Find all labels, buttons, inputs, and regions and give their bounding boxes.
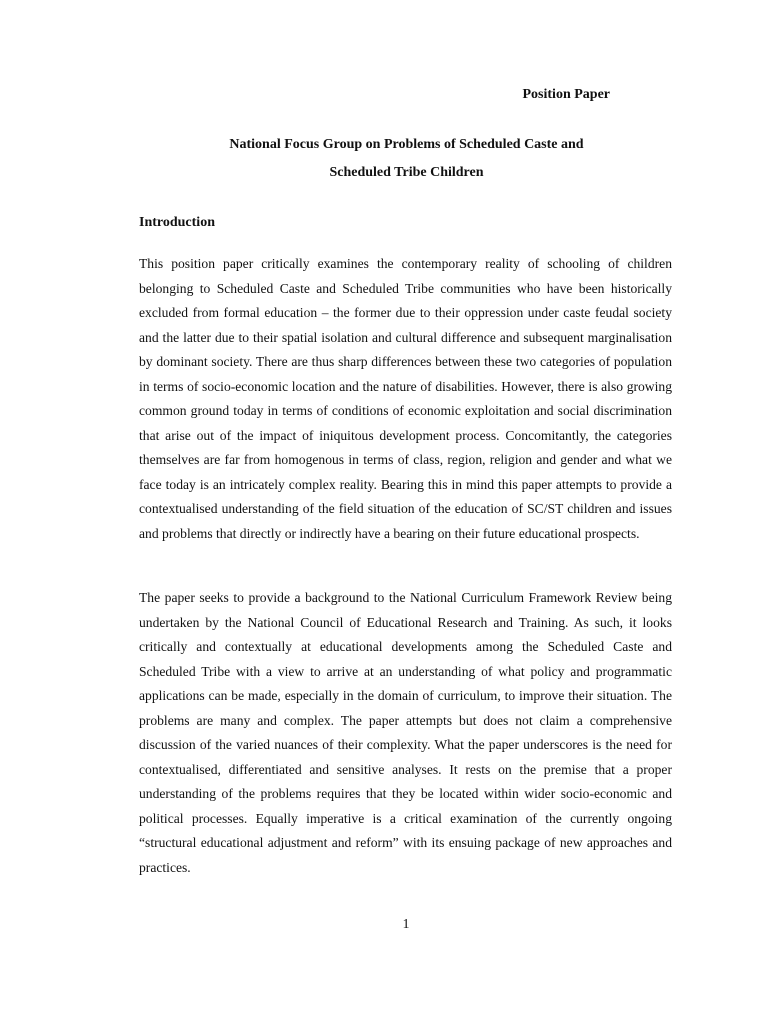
- paragraph-2: The paper seeks to provide a background to the National Curriculum Framework Review being undertaken by the National Council of Educational Research and Training. As such, it looks critically and contextually at educational developments among the Scheduled Caste and Scheduled Tribe with a view to arrive at an understanding of what policy and programmatic applications can be made, especially in the domain of curriculum, to improve their situation. The problems are many and complex. The paper attempts but does not claim a comprehensive discussion of the varied nuances of their complexity. What the paper underscores is the need for contextualised, differentiated and sensitive analyses. It rests on the premise that a proper understanding of the problems requires that they be located within wider socio-economic and political processes. Equally imperative is a critical examination of the currently ongoing “structural educational adjustment and reform” with its ensuing package of new approaches and practices.: [139, 590, 672, 875]
- document-title-line-1: National Focus Group on Problems of Scheduled Caste and: [229, 137, 584, 152]
- document-type-label: Position Paper: [522, 87, 610, 102]
- paragraph-1: This position paper critically examines the contemporary reality of schooling of children belonging to Scheduled Caste and Scheduled Tribe communities who have been historically excluded from formal education – the former due to their oppression under caste feudal society and the latter due to their spatial isolation and cultural difference and subsequent marginalisation by dominant society. There are thus sharp differences between these two categories of population in terms of socio-economic location and the nature of disabilities. However, there is also growing common ground today in terms of conditions of economic exploitation and social discrimination that arise out of the impact of iniquitous development process. Concomitantly, the categories themselves are far from homogenous in terms of class, region, religion and gender and what we face today is an intricately complex reality. Bearing this in mind this paper attempts to provide a contextualised understanding of the field situation of the education of SC/ST children and issues and problems that directly or indirectly have a bearing on their future educational prospects.: [139, 256, 672, 541]
- section-heading-introduction: Introduction: [139, 215, 215, 230]
- document-title-line-2: Scheduled Tribe Children: [329, 165, 484, 180]
- page-number: 1: [402, 917, 410, 932]
